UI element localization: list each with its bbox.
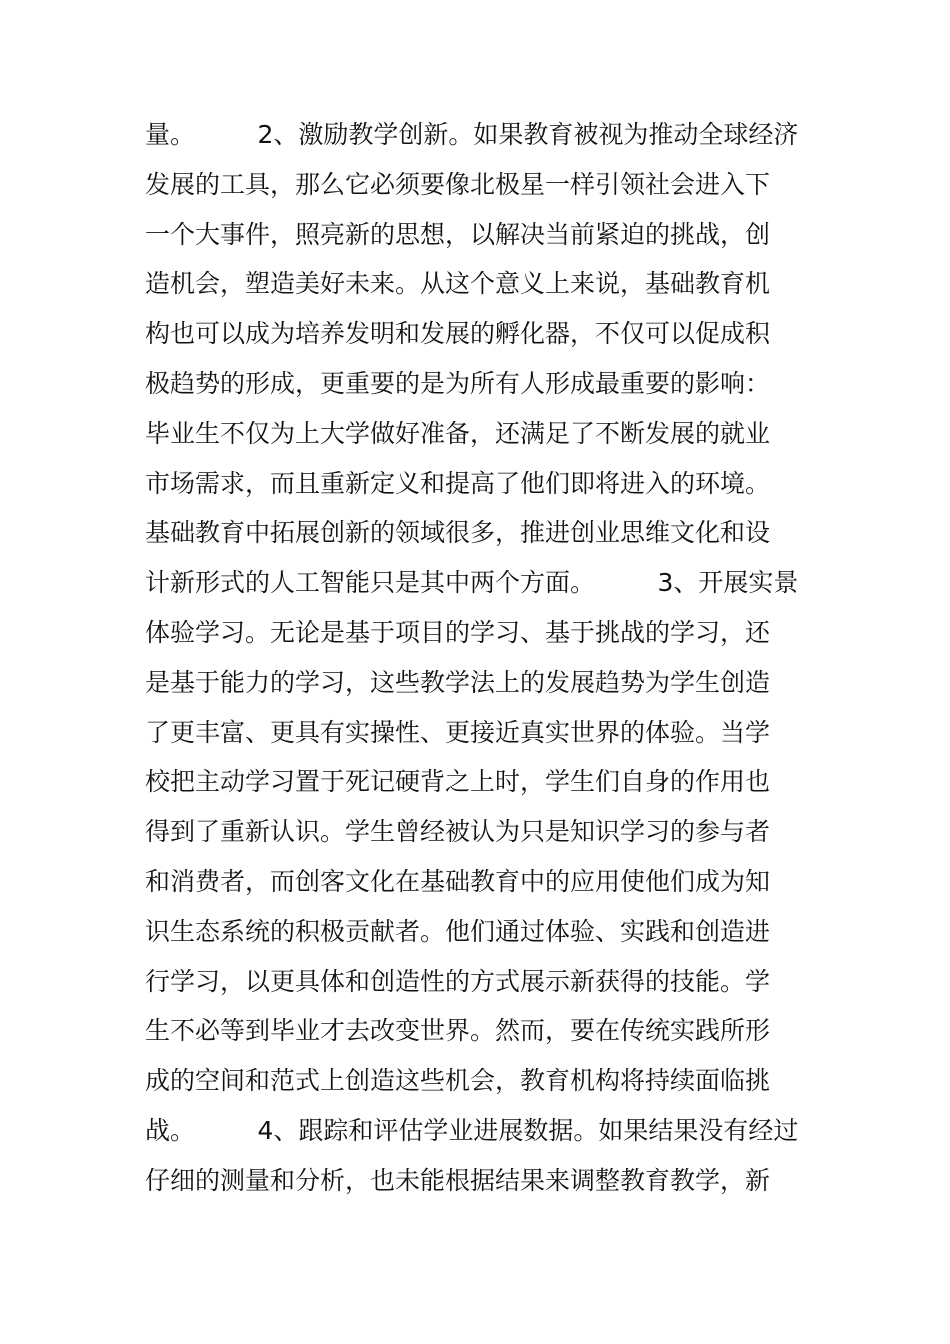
text-line: 校把主动学习置于死记硬背之上时，学生们自身的作用也 [145,767,771,797]
text-line: 体验学习。无论是基于项目的学习、基于挑战的学习，还 [145,617,771,647]
text-line: 发展的工具，那么它必须要像北极星一样引领社会进入下 [145,169,771,199]
text-line: 得到了重新认识。学生曾经被认为只是知识学习的参与者 [145,817,771,847]
text-line: 战。 4、跟踪和评估学业进展数据。如果结果没有经过 [145,1115,799,1145]
text-line: 生不必等到毕业才去改变世界。然而，要在传统实践所形 [145,1016,771,1046]
text-line: 仔细的测量和分析，也未能根据结果来调整教育教学，新 [145,1165,771,1195]
text-line: 极趋势的形成，更重要的是为所有人形成最重要的影响： [145,368,771,398]
text-line: 市场需求，而且重新定义和提高了他们即将进入的环境。 [145,468,771,498]
text-line: 了更丰富、更具有实操性、更接近真实世界的体验。当学 [145,717,771,747]
text-line: 毕业生不仅为上大学做好准备，还满足了不断发展的就业 [145,418,771,448]
text-line: 造机会，塑造美好未来。从这个意义上来说，基础教育机 [145,269,771,299]
text-line: 基础教育中拓展创新的领域很多，推进创业思维文化和设 [145,518,771,548]
text-line: 构也可以成为培养发明和发展的孵化器，不仅可以促成积 [145,319,771,349]
text-line: 和消费者，而创客文化在基础教育中的应用使他们成为知 [145,866,771,896]
text-line: 行学习，以更具体和创造性的方式展示新获得的技能。学 [145,966,771,996]
body-text [145,110,805,1206]
text-line: 是基于能力的学习，这些教学法上的发展趋势为学生创造 [145,667,771,697]
text-line: 量。 2、激励教学创新。如果教育被视为推动全球经济 [145,120,799,149]
text-line: 一个大事件，照亮新的思想，以解决当前紧迫的挑战，创 [145,219,771,249]
text-line: 成的空间和范式上创造这些机会，教育机构将持续面临挑 [145,1066,771,1096]
text-line: 计新形式的人工智能只是其中两个方面。 3、开展实景 [145,568,799,598]
text-line: 识生态系统的积极贡献者。他们通过体验、实践和创造进 [145,916,771,946]
